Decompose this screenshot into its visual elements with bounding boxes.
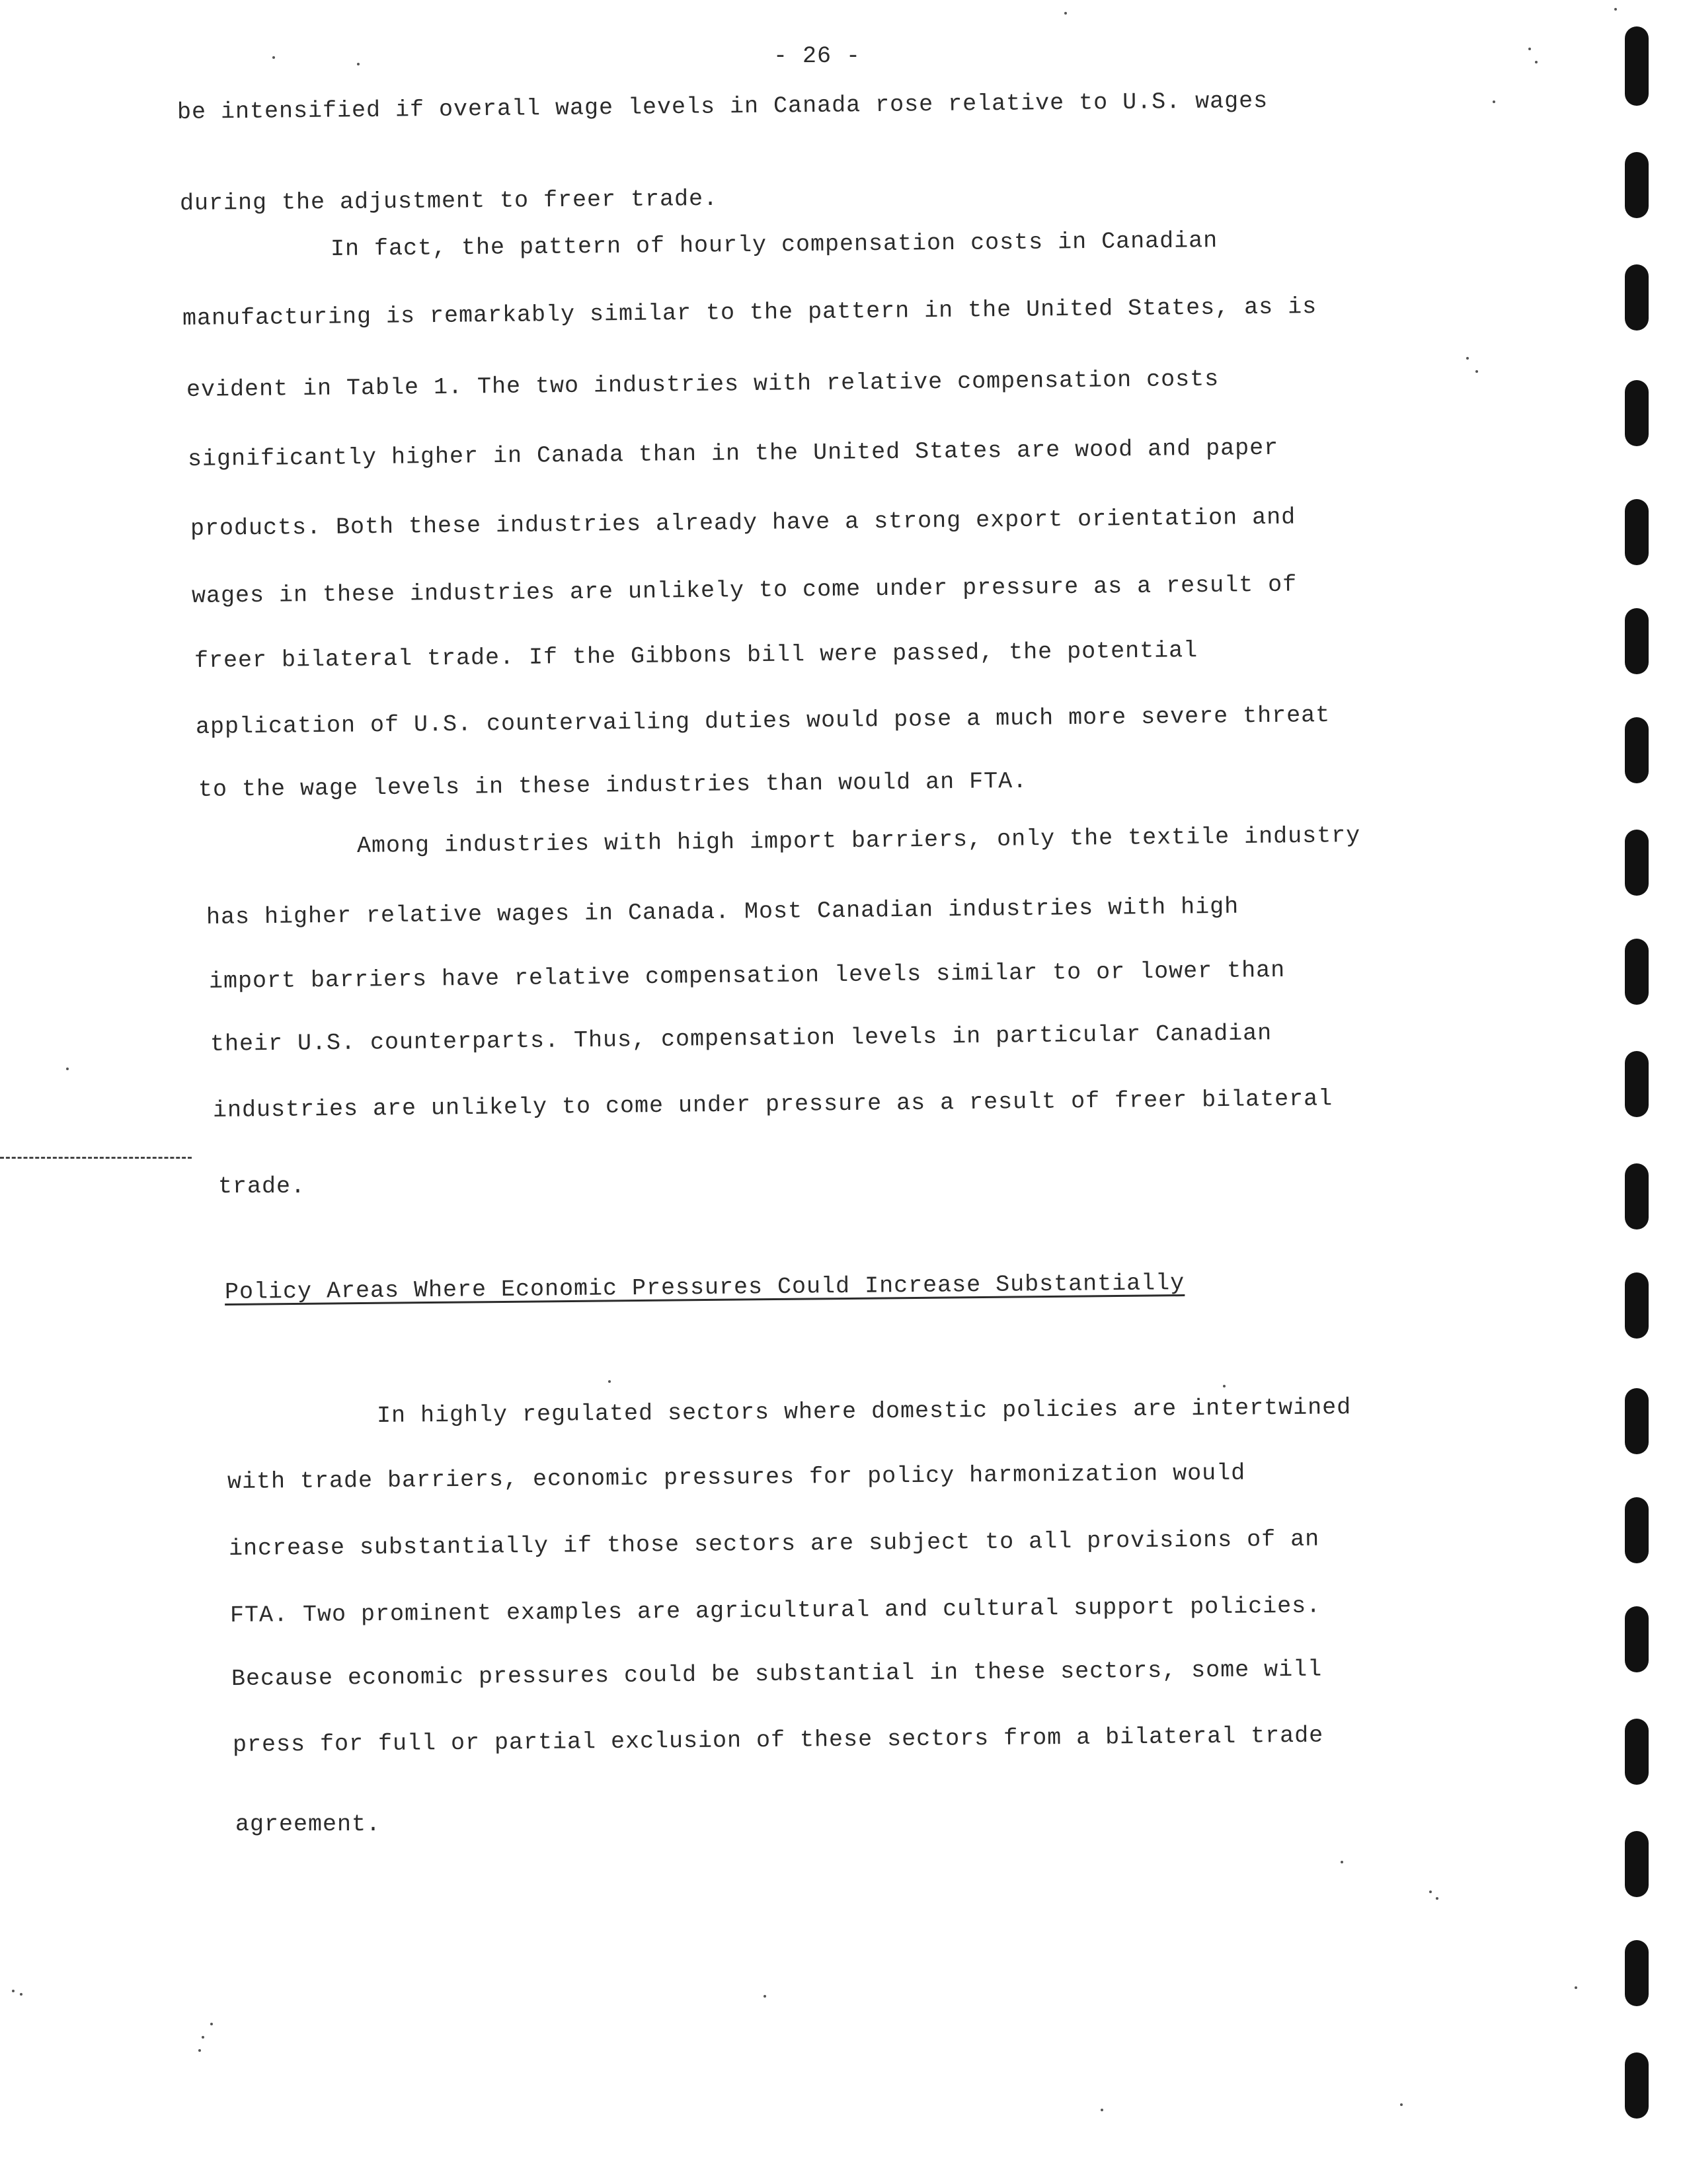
text-line: industries are unlikely to come under pressure as a result of freer bilateral <box>212 1085 1333 1124</box>
text-line: agreement. <box>235 1811 381 1838</box>
text-line: has higher relative wages in Canada. Most Canadian industries with high <box>206 893 1239 931</box>
text-line: wages in these industries are unlikely to come under pressure as a result of <box>191 571 1298 609</box>
binding-hole <box>1625 1388 1649 1454</box>
text-line: significantly higher in Canada than in the United States are wood and paper <box>187 434 1279 473</box>
binding-hole <box>1625 1606 1649 1672</box>
binding-hole <box>1625 830 1649 896</box>
text-line: to the wage levels in these industries than would an FTA. <box>198 767 1028 803</box>
binding-hole <box>1625 1940 1649 2006</box>
text-line: In fact, the pattern of hourly compensation costs in Canadian <box>330 227 1218 262</box>
text-line: with trade barriers, economic pressures for policy harmonization would <box>227 1460 1246 1495</box>
page-number: - 26 - <box>773 43 861 69</box>
text-line: manufacturing is remarkably similar to the pattern in the United States, as is <box>182 293 1317 332</box>
text-line: import barriers have relative compensation levels similar to or lower than <box>208 956 1286 995</box>
text-line: FTA. Two prominent examples are agricultural and cultural support policies. <box>229 1592 1321 1629</box>
binding-hole <box>1625 1497 1649 1563</box>
binding-hole <box>1625 380 1649 446</box>
text-line: during the adjustment to freer trade. <box>179 185 719 217</box>
text-line: In highly regulated sectors where domestic policies are intertwined <box>376 1394 1352 1429</box>
text-line: Among industries with high import barriers, only the textile industry <box>356 822 1361 859</box>
text-line: increase substantially if those sectors are subject to all provisions of an <box>228 1526 1320 1562</box>
text-line: press for full or partial exclusion of these sectors from a bilateral trade <box>232 1722 1324 1758</box>
binding-hole <box>1625 608 1649 674</box>
binding-hole <box>1625 939 1649 1005</box>
text-line: application of U.S. countervailing duties would pose a much more severe threat <box>195 702 1331 740</box>
text-line: evident in Table 1. The two industries with relative compensation costs <box>186 366 1220 403</box>
section-heading: Policy Areas Where Economic Pressures Could Increase Substantially <box>224 1270 1185 1306</box>
text-line: Because economic pressures could be substantial in these sectors, some will <box>231 1656 1323 1692</box>
text-line: products. Both these industries already have a strong export orientation and <box>190 504 1296 542</box>
binding-hole <box>1625 1051 1649 1117</box>
text-line: be intensified if overall wage levels in Canada rose relative to U.S. wages <box>176 87 1269 126</box>
binding-hole <box>1625 1719 1649 1785</box>
binding-hole <box>1625 1831 1649 1897</box>
binding-hole <box>1625 499 1649 565</box>
binding-hole <box>1625 1272 1649 1339</box>
binding-hole <box>1625 152 1649 218</box>
margin-mark <box>0 1157 192 1159</box>
text-line: their U.S. counterparts. Thus, compensation levels in particular Canadian <box>210 1020 1272 1058</box>
binding-hole <box>1625 1163 1649 1229</box>
binding-hole <box>1625 264 1649 331</box>
binding-hole <box>1625 2052 1649 2119</box>
binding-hole <box>1625 26 1649 106</box>
binding-hole <box>1625 717 1649 783</box>
text-line: trade. <box>218 1173 306 1200</box>
text-line: freer bilateral trade. If the Gibbons bill were passed, the potential <box>194 637 1198 674</box>
